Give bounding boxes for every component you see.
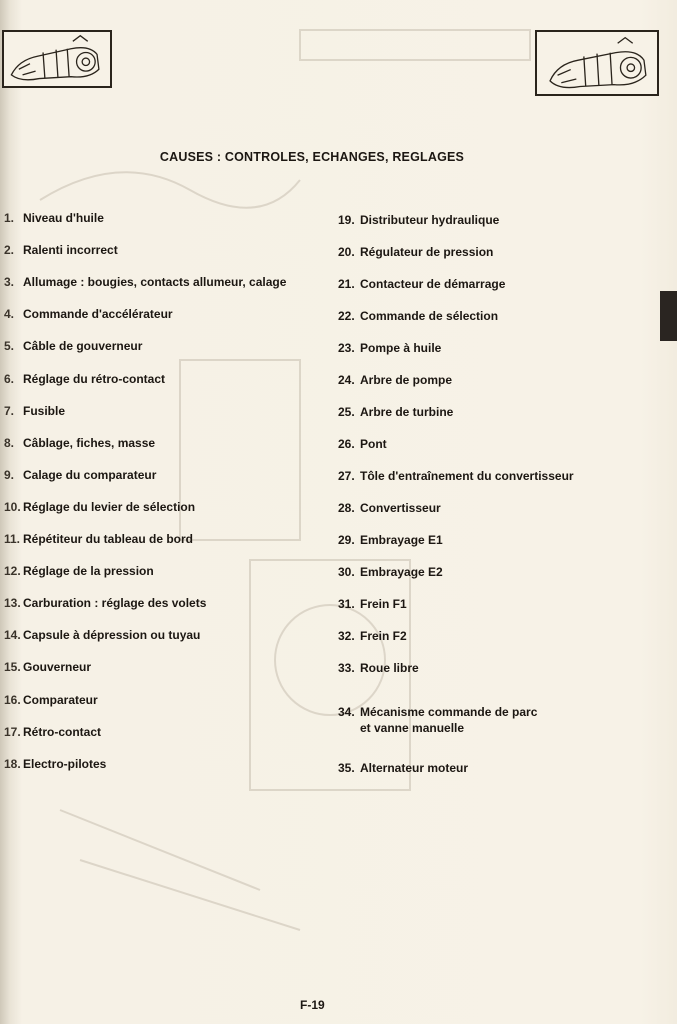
list-item [338, 564, 443, 580]
list-item [338, 404, 453, 420]
item-text [360, 308, 498, 324]
item-text [360, 276, 505, 292]
item-text-line: Répétiteur du tableau de bord [23, 532, 194, 546]
item-text [23, 692, 98, 708]
list-item [4, 756, 106, 772]
list-item [4, 531, 193, 547]
list-item [4, 435, 155, 451]
item-number: 9. [4, 468, 15, 482]
transmission-icon [537, 32, 657, 94]
list-item [4, 274, 286, 290]
item-text-line: Capsule à dépression ou tuyau [23, 628, 201, 642]
list-item [338, 660, 419, 676]
item-text-line: et vanne manuelle [360, 721, 465, 735]
item-number: 18. [4, 757, 21, 771]
item-text [23, 306, 173, 322]
item-text [360, 468, 574, 484]
item-number: 7. [4, 404, 15, 418]
item-text [360, 760, 468, 776]
item-text [23, 627, 200, 643]
item-number: 33. [338, 661, 355, 675]
item-number: 23. [338, 341, 355, 355]
item-number: 4. [4, 307, 15, 321]
transmission-icon [4, 32, 110, 86]
list-item [4, 499, 195, 515]
list-item [4, 210, 104, 226]
item-text [23, 435, 155, 451]
item-text [23, 595, 206, 611]
item-text [360, 660, 419, 676]
item-number: 24. [338, 373, 355, 387]
item-text-line: Réglage du rétro-contact [23, 372, 166, 386]
item-text [23, 724, 101, 740]
item-number: 26. [338, 437, 355, 451]
list-item [4, 595, 206, 611]
item-text [23, 499, 195, 515]
item-number: 15. [4, 660, 21, 674]
item-number: 25. [338, 405, 355, 419]
item-text [360, 704, 537, 736]
list-item [338, 532, 443, 548]
item-text [23, 242, 118, 258]
item-number: 19. [338, 213, 355, 227]
item-number: 14. [4, 628, 21, 642]
section-tab-marker [660, 291, 677, 341]
list-item [338, 596, 407, 612]
item-text [360, 340, 441, 356]
list-item [338, 468, 574, 484]
item-number: 32. [338, 629, 355, 643]
item-text-line: Calage du comparateur [23, 468, 157, 482]
list-item [338, 628, 407, 644]
list-item [4, 724, 101, 740]
item-text [23, 467, 156, 483]
list-item [4, 338, 142, 354]
item-number: 31. [338, 597, 355, 611]
item-text [360, 372, 452, 388]
list-item [4, 371, 165, 387]
item-text [360, 404, 453, 420]
item-text [23, 756, 106, 772]
item-text [23, 210, 104, 226]
list-item [338, 244, 493, 260]
item-text-line: Commande d'accélérateur [23, 307, 173, 321]
list-item [4, 242, 118, 258]
item-text [360, 244, 493, 260]
list-item [338, 212, 499, 228]
item-text-line: Réglage de la pression [23, 564, 154, 578]
item-text [23, 338, 142, 354]
item-text-line: Mécanisme commande de parc [360, 705, 538, 719]
item-number: 29. [338, 533, 355, 547]
item-text-line: Câble de gouverneur [23, 339, 143, 353]
item-number: 35. [338, 761, 355, 775]
item-text-line: Frein F1 [360, 597, 407, 611]
item-text [360, 436, 387, 452]
list-item [338, 372, 452, 388]
item-number: 34. [338, 705, 355, 719]
item-text-line: Distributeur hydraulique [360, 213, 500, 227]
item-text [360, 532, 443, 548]
item-text-line: Convertisseur [360, 501, 441, 515]
item-number: 8. [4, 436, 15, 450]
item-text-line: Carburation : réglage des volets [23, 596, 207, 610]
item-text [23, 371, 165, 387]
item-text-line: Alternateur moteur [360, 761, 469, 775]
list-item [4, 403, 65, 419]
list-item [4, 627, 200, 643]
logo-box-left [2, 30, 112, 88]
item-text-line: Réglage du levier de sélection [23, 500, 196, 514]
list-item [338, 276, 505, 292]
item-text-line: Ralenti incorrect [23, 243, 118, 257]
item-text-line: Embrayage E1 [360, 533, 443, 547]
page-title: CAUSES : CONTROLES, ECHANGES, REGLAGES [159, 150, 465, 164]
item-text-line: Pont [360, 437, 387, 451]
item-text [360, 212, 499, 228]
item-text-line: Contacteur de démarrage [360, 277, 506, 291]
item-text-line: Rétro-contact [23, 725, 102, 739]
list-item [338, 500, 441, 516]
item-number: 6. [4, 372, 15, 386]
list-item [338, 760, 468, 776]
item-text-line: Comparateur [23, 693, 98, 707]
item-text-line: Commande de sélection [360, 309, 499, 323]
item-number: 3. [4, 275, 15, 289]
item-text-line: Régulateur de pression [360, 245, 494, 259]
item-text-line: Fusible [23, 404, 66, 418]
item-text [23, 531, 193, 547]
list-item [4, 467, 156, 483]
item-number: 21. [338, 277, 355, 291]
list-item [4, 692, 98, 708]
item-text-line: Arbre de pompe [360, 373, 453, 387]
item-text [23, 563, 154, 579]
list-item [338, 436, 387, 452]
item-number: 5. [4, 339, 15, 353]
item-text [23, 403, 65, 419]
item-text [360, 628, 407, 644]
item-number: 28. [338, 501, 355, 515]
list-item [4, 563, 154, 579]
item-number: 13. [4, 596, 21, 610]
item-number: 22. [338, 309, 355, 323]
item-text-line: Embrayage E2 [360, 565, 443, 579]
item-number: 11. [4, 532, 21, 546]
item-number: 16. [4, 693, 21, 707]
item-text-line: Niveau d'huile [23, 211, 104, 225]
list-item [338, 308, 498, 324]
item-text [360, 596, 407, 612]
item-text-line: Arbre de turbine [360, 405, 454, 419]
item-text-line: Electro-pilotes [23, 757, 107, 771]
item-text [360, 564, 443, 580]
item-number: 10. [4, 500, 21, 514]
logo-box-right [535, 30, 659, 96]
item-text-line: Frein F2 [360, 629, 407, 643]
list-item [338, 340, 441, 356]
item-text [23, 274, 286, 290]
item-number: 27. [338, 469, 355, 483]
item-text-line: Allumage : bougies, contacts allumeur, calage [23, 275, 287, 289]
list-item [338, 704, 537, 736]
item-text [23, 659, 91, 675]
item-text-line: Câblage, fiches, masse [23, 436, 156, 450]
list-item [4, 659, 91, 675]
item-text-line: Tôle d'entraînement du convertisseur [360, 469, 574, 483]
item-text-line: Pompe à huile [360, 341, 442, 355]
page-number: F-19 [300, 998, 325, 1012]
item-number: 2. [4, 243, 15, 257]
item-text-line: Gouverneur [23, 660, 92, 674]
item-number: 30. [338, 565, 355, 579]
item-text [360, 500, 441, 516]
item-number: 12. [4, 564, 21, 578]
item-number: 17. [4, 725, 21, 739]
list-item [4, 306, 173, 322]
item-text-line: Roue libre [360, 661, 419, 675]
item-number: 20. [338, 245, 355, 259]
item-number: 1. [4, 211, 15, 225]
